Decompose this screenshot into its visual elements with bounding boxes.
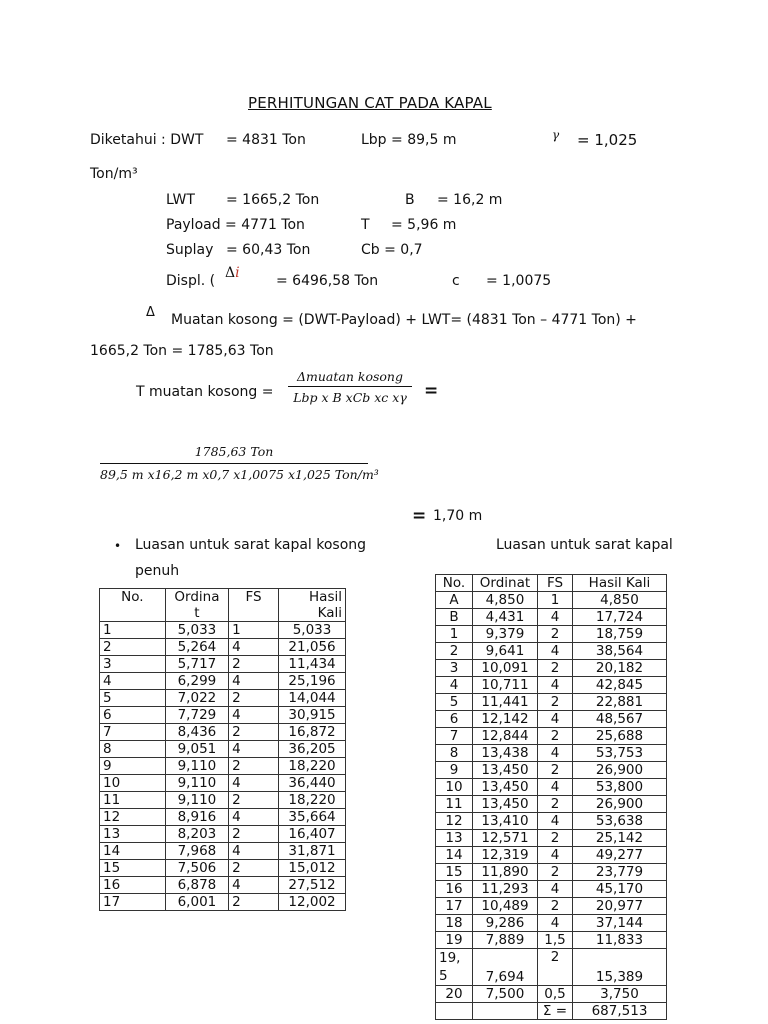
cell-ordinat: 8,436 (165, 724, 228, 741)
cell-hasil-kali: 5,033 (279, 622, 346, 639)
cell-fs: 1 (229, 622, 279, 639)
cell-fs: 4 (229, 639, 279, 656)
cell-no: 17 (100, 894, 166, 911)
bullet-icon: • (114, 539, 122, 553)
cell-fs: 4 (538, 813, 573, 830)
page-title: PERHITUNGAN CAT PADA KAPAL (248, 94, 492, 112)
cell-fs: 4 (538, 677, 573, 694)
cell-fs: 2 (538, 796, 573, 813)
cell-hasil-kali: 23,779 (573, 864, 667, 881)
t-value: = 5,96 m (391, 217, 457, 233)
table-row (100, 656, 346, 673)
cell-hasil-kali: 53,638 (573, 813, 667, 830)
cell-no: 14 (100, 843, 166, 860)
fraction-numeric-numerator: 1785,63 Ton (100, 444, 368, 464)
cell-fs: 2 (538, 626, 573, 643)
cell-ordinat: 5,717 (165, 656, 228, 673)
cell-hasil-kali: 30,915 (279, 707, 346, 724)
cb-value: Cb = 0,7 (361, 242, 423, 258)
cell-ordinat: 9,110 (165, 775, 228, 792)
calc-line2: 1665,2 Ton = 1785,63 Ton (90, 343, 274, 359)
cell-hasil-kali: 15,012 (279, 860, 346, 877)
lwt-value: = 1665,2 Ton (226, 192, 320, 208)
cell-hasil-kali: 25,688 (573, 728, 667, 745)
cell-fs: 1 (538, 592, 573, 609)
lbp-value: Lbp = 89,5 m (361, 132, 457, 148)
table-row (436, 592, 667, 609)
cell-no: B (436, 609, 473, 626)
cell-ordinat: 13,438 (473, 745, 538, 762)
right-table (435, 574, 667, 1020)
table-row (436, 677, 667, 694)
table-row (100, 877, 346, 894)
dwt-value: = 4831 Ton (226, 132, 306, 148)
cell-fs: 2 (229, 792, 279, 809)
cell-no: 1 (436, 626, 473, 643)
cell-hasil-kali: 17,724 (573, 609, 667, 626)
table-row (436, 728, 667, 745)
t-label: T (361, 217, 370, 233)
displ-value: = 6496,58 Ton (276, 273, 379, 289)
cell-ordinat: 9,379 (473, 626, 538, 643)
cell-hasil-kali: 53,800 (573, 779, 667, 796)
table-row (436, 830, 667, 847)
cell-ordinat: 9,110 (165, 792, 228, 809)
known-intro: Diketahui : DWT (90, 132, 204, 148)
cell-no: 6 (100, 707, 166, 724)
gamma-symbol: γ (552, 128, 560, 142)
cell-fs: 4 (538, 609, 573, 626)
table-row (436, 643, 667, 660)
cell-fs: 4 (229, 673, 279, 690)
cell-hasil-kali: 11,434 (279, 656, 346, 673)
cell-hasil-kali: 49,277 (573, 847, 667, 864)
cell-no: 7 (100, 724, 166, 741)
table-row (100, 622, 346, 639)
table-row (436, 796, 667, 813)
header-ordinat: Ordina t (165, 589, 228, 622)
header-no: No. (100, 589, 166, 622)
cell-fs: 2 (229, 690, 279, 707)
cell-fs: 2 (538, 830, 573, 847)
cell-hasil-kali: 16,872 (279, 724, 346, 741)
b-value: = 16,2 m (437, 192, 503, 208)
cell-hasil-kali: 21,056 (279, 639, 346, 656)
fraction-numeric-denominator: 89,5 m x16,2 m x0,7 x1,0075 x1,025 Ton/m³ (100, 467, 379, 482)
cell-hasil-kali: 35,664 (279, 809, 346, 826)
cell-hasil-kali: 48,567 (573, 711, 667, 728)
cell-ordinat: 5,033 (165, 622, 228, 639)
result-equals: = (412, 506, 427, 526)
cell-fs: 4 (538, 915, 573, 932)
cell-no: 18 (436, 915, 473, 932)
header-no: No. (436, 575, 473, 592)
cell-no: 15 (436, 864, 473, 881)
table-row (436, 932, 667, 949)
c-value: = 1,0075 (486, 273, 552, 289)
payload-value: Payload = 4771 Ton (166, 217, 305, 233)
cell-no: 11 (436, 796, 473, 813)
cell-ordinat: 6,878 (165, 877, 228, 894)
table-row (100, 860, 346, 877)
cell-no: 5 (100, 690, 166, 707)
cell-hasil-kali: 16,407 (279, 826, 346, 843)
left-heading-line2: penuh (135, 563, 180, 579)
cell-fs: 4 (538, 847, 573, 864)
cell-fs: 2 (229, 860, 279, 877)
cell-fs: 4 (538, 643, 573, 660)
cell-no: 4 (100, 673, 166, 690)
cell-fs: 4 (538, 711, 573, 728)
cell-no: 10 (100, 775, 166, 792)
fraction-formula (288, 369, 412, 405)
cell-ordinat: 12,319 (473, 847, 538, 864)
calc-line1: Muatan kosong = (DWT-Payload) + LWT= (4831 Ton – 4771 Ton) + (171, 312, 637, 328)
cell-ordinat: 9,286 (473, 915, 538, 932)
sum-label: Σ = (538, 1003, 573, 1020)
cell-fs: 4 (229, 809, 279, 826)
table-row (100, 707, 346, 724)
cell-no: 4 (436, 677, 473, 694)
cell-ordinat: 9,110 (165, 758, 228, 775)
header-hasil-kali: Hasil Kali (573, 575, 667, 592)
cell-hasil-kali: 42,845 (573, 677, 667, 694)
table-row (436, 694, 667, 711)
cell-hasil-kali: 25,196 (279, 673, 346, 690)
cell-no: 11 (100, 792, 166, 809)
table-row (436, 711, 667, 728)
cell-no: 12 (100, 809, 166, 826)
cell-ordinat: 12,142 (473, 711, 538, 728)
suplay-label: Suplay (166, 242, 214, 258)
cell-hasil-kali: 45,170 (573, 881, 667, 898)
table-row (436, 660, 667, 677)
cell-fs: 2 (229, 724, 279, 741)
cell-fs: 2 (229, 656, 279, 673)
cell-ordinat: 13,410 (473, 813, 538, 830)
cell-fs: 4 (229, 741, 279, 758)
cell-no: 12 (436, 813, 473, 830)
cell-fs: 4 (538, 779, 573, 796)
cell-ordinat: 5,264 (165, 639, 228, 656)
cell-no: 13 (100, 826, 166, 843)
cell-ordinat: 8,203 (165, 826, 228, 843)
cell-hasil-kali: 22,881 (573, 694, 667, 711)
header-fs: FS (229, 589, 279, 622)
cell-ordinat: 13,450 (473, 796, 538, 813)
cell-no: 19 (436, 932, 473, 949)
cell-no: 14 (436, 847, 473, 864)
cell-fs: 2 (229, 758, 279, 775)
gamma-value: = 1,025 (577, 131, 638, 149)
cell-empty (436, 1003, 473, 1020)
cell-ordinat: 6,001 (165, 894, 228, 911)
cell-ordinat: 13,450 (473, 779, 538, 796)
cell-ordinat: 4,850 (473, 592, 538, 609)
t-muatan-label: T muatan kosong = (136, 384, 274, 400)
fraction-formula-numerator: Δmuatan kosong (288, 369, 412, 387)
cell-no: 7 (436, 728, 473, 745)
cell-hasil-kali: 36,205 (279, 741, 346, 758)
cell-ordinat: 10,091 (473, 660, 538, 677)
c-label: c (452, 273, 460, 289)
cell-hasil-kali: 26,900 (573, 796, 667, 813)
cell-ordinat: 7,022 (165, 690, 228, 707)
cell-fs: 2 (538, 694, 573, 711)
result-value: 1,70 m (433, 508, 483, 524)
cell-empty (473, 1003, 538, 1020)
cell-hasil-kali: 26,900 (573, 762, 667, 779)
table-row (436, 762, 667, 779)
cell-no: A (436, 592, 473, 609)
cell-no: 13 (436, 830, 473, 847)
cell-ordinat: 7,694 (473, 949, 538, 986)
cell-ordinat: 4,431 (473, 609, 538, 626)
fraction-formula-denominator: Lbp x B xCb xc xγ (293, 390, 407, 405)
header-fs: FS (538, 575, 573, 592)
cell-no: 1 (100, 622, 166, 639)
table-row (100, 792, 346, 809)
cell-hasil-kali: 37,144 (573, 915, 667, 932)
table-row (436, 915, 667, 932)
table-row (100, 673, 346, 690)
cell-fs: 2 (538, 728, 573, 745)
gamma-unit: Ton/m³ (90, 166, 138, 182)
cell-hasil-kali: 18,220 (279, 758, 346, 775)
cell-ordinat: 11,890 (473, 864, 538, 881)
cell-ordinat: 7,729 (165, 707, 228, 724)
table-row (100, 690, 346, 707)
cell-no: 9 (436, 762, 473, 779)
cell-no: 5 (436, 694, 473, 711)
cell-fs: 4 (229, 707, 279, 724)
cell-no: 16 (436, 881, 473, 898)
cell-fs: 4 (229, 877, 279, 894)
table-row (100, 775, 346, 792)
cell-hasil-kali: 12,002 (279, 894, 346, 911)
delta-symbol: Δ (146, 305, 155, 320)
cell-ordinat: 9,641 (473, 643, 538, 660)
table-row (436, 813, 667, 830)
displ-symbol: Δi (225, 265, 240, 281)
cell-no: 6 (436, 711, 473, 728)
table-row (100, 724, 346, 741)
table-row-sum (436, 1003, 667, 1020)
left-table-header (100, 589, 346, 622)
cell-fs: 4 (229, 843, 279, 860)
cell-ordinat: 7,500 (473, 986, 538, 1003)
cell-ordinat: 6,299 (165, 673, 228, 690)
cell-no: 19, 5 (436, 949, 473, 986)
table-row-20 (436, 986, 667, 1003)
cell-hasil-kali: 15,389 (573, 949, 667, 986)
cell-hasil-kali: 4,850 (573, 592, 667, 609)
cell-hasil-kali: 53,753 (573, 745, 667, 762)
cell-fs: 2 (538, 762, 573, 779)
table-row (436, 745, 667, 762)
cell-fs: 2 (538, 898, 573, 915)
cell-no: 17 (436, 898, 473, 915)
cell-hasil-kali: 14,044 (279, 690, 346, 707)
cell-fs: 4 (538, 881, 573, 898)
table-row (100, 809, 346, 826)
cell-hasil-kali: 31,871 (279, 843, 346, 860)
table-row (436, 609, 667, 626)
cell-no: 9 (100, 758, 166, 775)
cell-hasil-kali: 20,977 (573, 898, 667, 915)
table-row (436, 847, 667, 864)
table-row (100, 758, 346, 775)
cell-hasil-kali: 20,182 (573, 660, 667, 677)
displ-label: Displ. ( (166, 273, 216, 289)
table-row-19-5 (436, 949, 667, 986)
fraction-numeric (100, 444, 379, 482)
cell-no: 3 (436, 660, 473, 677)
cell-no: 8 (436, 745, 473, 762)
cell-ordinat: 10,711 (473, 677, 538, 694)
cell-hasil-kali: 36,440 (279, 775, 346, 792)
table-row (100, 894, 346, 911)
table-row (436, 898, 667, 915)
cell-ordinat: 12,844 (473, 728, 538, 745)
cell-ordinat: 13,450 (473, 762, 538, 779)
cell-ordinat: 11,441 (473, 694, 538, 711)
cell-ordinat: 8,916 (165, 809, 228, 826)
cell-no: 3 (100, 656, 166, 673)
cell-ordinat: 7,506 (165, 860, 228, 877)
cell-fs: 2 (538, 660, 573, 677)
cell-fs: 4 (229, 775, 279, 792)
cell-fs: 1,5 (538, 932, 573, 949)
header-ordinat: Ordinat (473, 575, 538, 592)
cell-no: 16 (100, 877, 166, 894)
right-table-header (436, 575, 667, 592)
b-label: B (405, 192, 415, 208)
cell-ordinat: 10,489 (473, 898, 538, 915)
table-row (436, 864, 667, 881)
table-row (100, 826, 346, 843)
cell-fs: 2 (229, 826, 279, 843)
suplay-value: = 60,43 Ton (226, 242, 311, 258)
sum-value: 687,513 (573, 1003, 667, 1020)
left-table (99, 588, 346, 911)
cell-hasil-kali: 11,833 (573, 932, 667, 949)
lwt-label: LWT (166, 192, 195, 208)
cell-fs: 2 (538, 949, 573, 986)
cell-no: 2 (436, 643, 473, 660)
cell-fs: 0,5 (538, 986, 573, 1003)
cell-hasil-kali: 18,759 (573, 626, 667, 643)
cell-fs: 2 (229, 894, 279, 911)
cell-no: 8 (100, 741, 166, 758)
cell-hasil-kali: 38,564 (573, 643, 667, 660)
cell-no: 20 (436, 986, 473, 1003)
cell-fs: 4 (538, 745, 573, 762)
table-row (100, 639, 346, 656)
cell-no: 2 (100, 639, 166, 656)
cell-hasil-kali: 27,512 (279, 877, 346, 894)
equals-sign: = (424, 381, 439, 401)
cell-ordinat: 7,889 (473, 932, 538, 949)
cell-hasil-kali: 3,750 (573, 986, 667, 1003)
cell-fs: 2 (538, 864, 573, 881)
table-row (100, 843, 346, 860)
table-row (100, 741, 346, 758)
cell-no: 10 (436, 779, 473, 796)
cell-hasil-kali: 25,142 (573, 830, 667, 847)
left-heading-line1: Luasan untuk sarat kapal kosong (135, 537, 367, 553)
cell-ordinat: 11,293 (473, 881, 538, 898)
table-row (436, 881, 667, 898)
header-hasil-kali: Hasil Kali (279, 589, 346, 622)
cell-ordinat: 7,968 (165, 843, 228, 860)
table-row (436, 626, 667, 643)
cell-ordinat: 9,051 (165, 741, 228, 758)
table-row (436, 779, 667, 796)
cell-no: 15 (100, 860, 166, 877)
right-heading: Luasan untuk sarat kapal (496, 537, 673, 553)
cell-ordinat: 12,571 (473, 830, 538, 847)
cell-hasil-kali: 18,220 (279, 792, 346, 809)
